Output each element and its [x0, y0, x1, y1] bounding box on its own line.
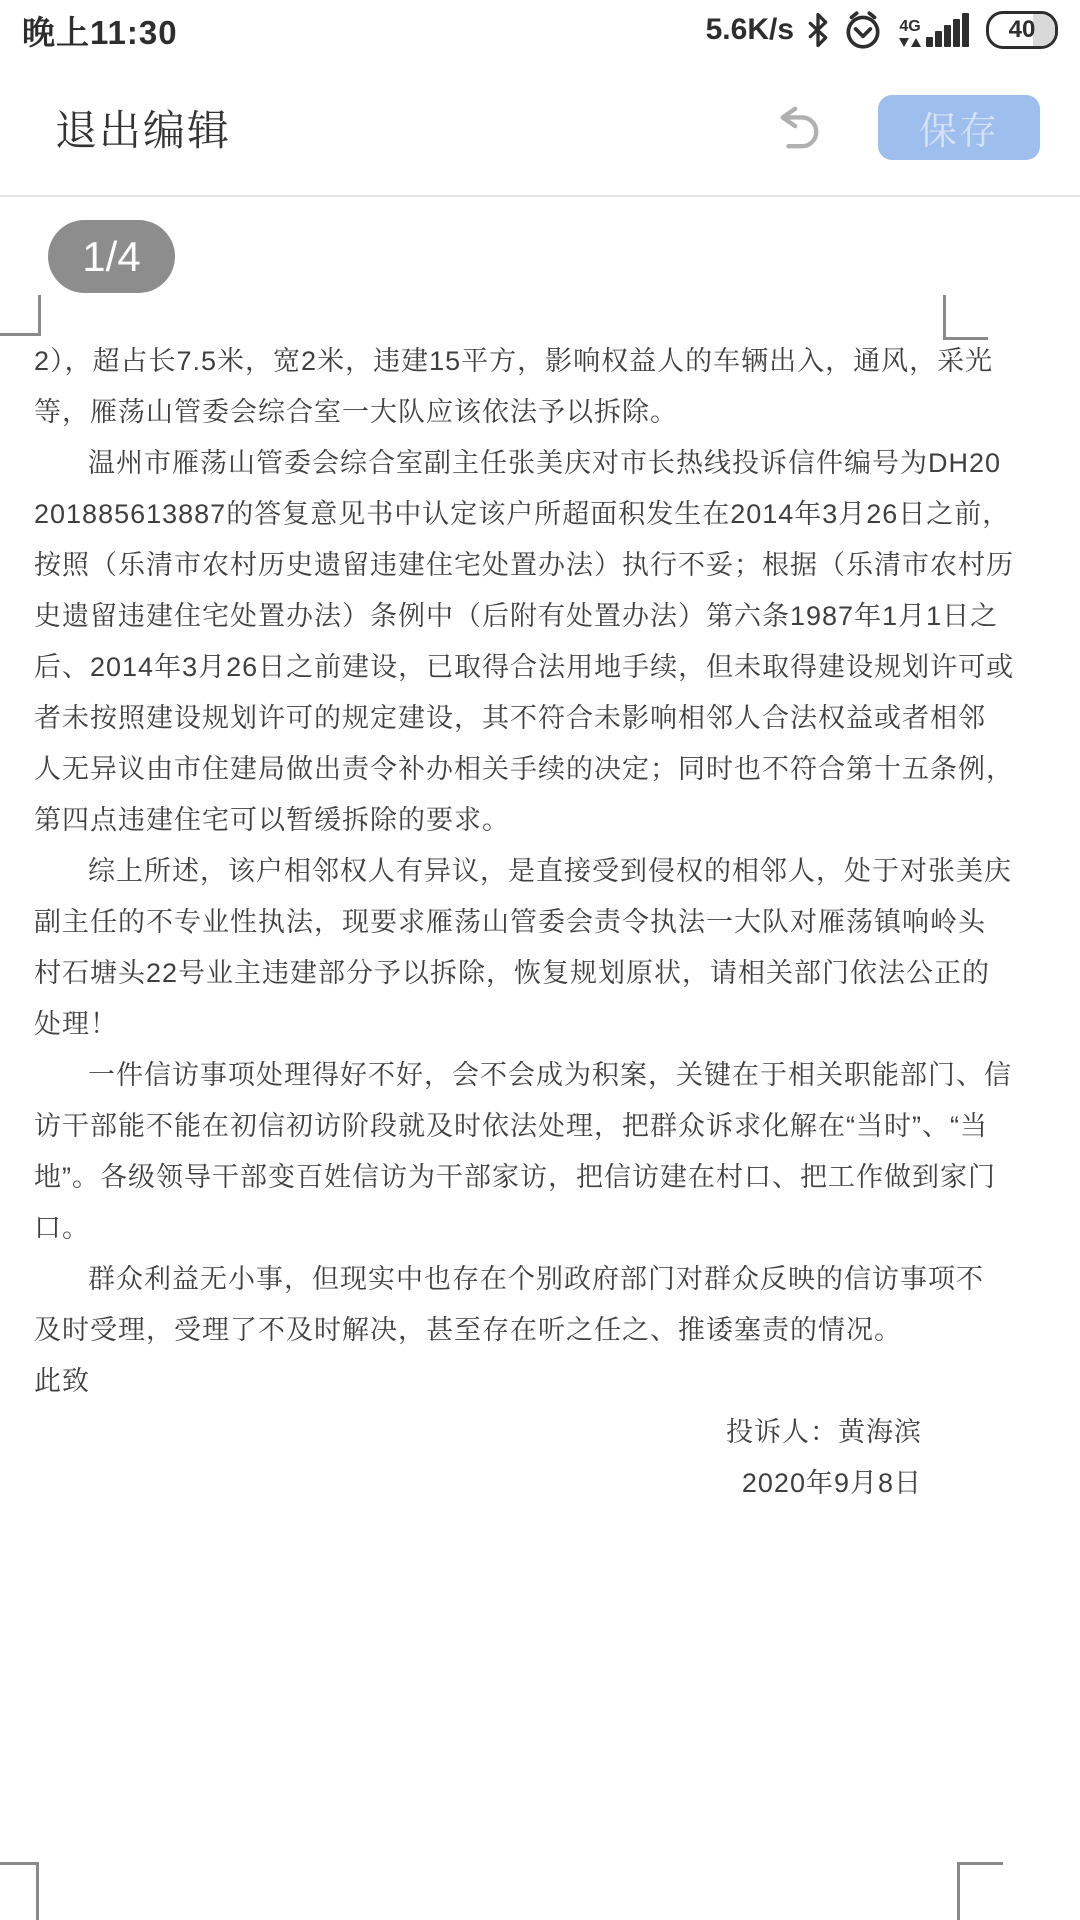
status-bar [0, 0, 1080, 60]
doc-line: 后、2014年3月26日之前建设，已取得合法用地手续，但未取得建设规划许可或 [34, 652, 1015, 682]
doc-line: 投诉人：黄海滨 [726, 1417, 922, 1447]
undo-icon[interactable] [770, 105, 826, 151]
page-corner-mark-bottom-left [0, 1862, 39, 1920]
doc-line: 温州市雁荡山管委会综合室副主任张美庆对市长热线投诉信件编号为DH20 [88, 448, 1002, 478]
document-page[interactable] [34, 336, 1015, 1509]
doc-line: 按照（乐清市农村历史遗留违建住宅处置办法）执行不妥；根据（乐清市农村历 [34, 550, 1014, 580]
doc-line: 第四点违建住宅可以暂缓拆除的要求。 [34, 805, 510, 835]
clock-time: 晚上11:30 [22, 13, 178, 51]
doc-line: 处理！ [34, 1009, 118, 1039]
app-header [0, 60, 1080, 197]
doc-line: 综上所述，该户相邻权人有异议，是直接受到侵权的相邻人，处于对张美庆 [88, 856, 1012, 886]
doc-line: 一件信访事项处理得好不好，会不会成为积案，关键在于相关职能部门、信 [88, 1060, 1012, 1090]
page-corner-mark-bottom-right [957, 1862, 1003, 1920]
status-icons-cluster [706, 9, 1058, 51]
battery-level: 40 [1008, 16, 1036, 43]
save-button[interactable]: 保存 [878, 95, 1040, 160]
page-corner-mark-top-right [943, 295, 988, 340]
cellular-signal-icon [897, 13, 969, 47]
signal-bars-icon [926, 13, 969, 47]
doc-line: 等，雁荡山管委会综合室一大队应该依法予以拆除。 [34, 397, 678, 427]
alarm-clock-icon [842, 9, 884, 51]
page-corner-mark-top-left [0, 295, 41, 336]
doc-line: 访干部能不能在初信初访阶段就及时依法处理，把群众诉求化解在“当时”、“当 [34, 1111, 988, 1141]
doc-line: 口。 [34, 1213, 90, 1243]
doc-line: 副主任的不专业性执法，现要求雁荡山管委会责令执法一大队对雁荡镇响岭头 [34, 907, 986, 937]
network-type-label: 4G [899, 18, 921, 35]
network-speed: 5.6K/s [705, 13, 794, 46]
doc-line: 群众利益无小事，但现实中也存在个别政府部门对群众反映的信访事项不 [88, 1264, 984, 1294]
battery-icon [986, 11, 1058, 49]
bluetooth-icon [807, 12, 829, 48]
battery-fill [1033, 14, 1055, 46]
doc-line: 及时受理，受理了不及时解决，甚至存在听之任之、推诿塞责的情况。 [34, 1315, 902, 1345]
doc-line: 村石塘头22号业主违建部分予以拆除，恢复规划原状，请相关部门依法公正的 [34, 958, 991, 988]
page-indicator-badge: 1/4 [48, 220, 175, 293]
exit-edit-button[interactable]: 退出编辑 [55, 106, 232, 154]
doc-line: 地”。各级领导干部变百姓信访为干部家访，把信访建在村口、把工作做到家门 [34, 1162, 996, 1192]
doc-line: 史遗留违建住宅处置办法）条例中（后附有处置办法）第六条1987年1月1日之 [34, 601, 999, 631]
doc-line: 人无异议由市住建局做出责令补办相关手续的决定；同时也不符合第十五条例， [34, 754, 1014, 784]
doc-line: 者未按照建设规划许可的规定建设，其不符合未影响相邻人合法权益或者相邻 [34, 703, 986, 733]
doc-line: 201885613887的答复意见书中认定该户所超面积发生在2014年3月26日之前， [34, 499, 1011, 529]
doc-line: 2020年9月8日 [741, 1468, 922, 1498]
data-arrows-icon [899, 38, 921, 47]
doc-line: 2），超占长7.5米，宽2米，违建15平方，影响权益人的车辆出入，通风，采光 [34, 346, 994, 376]
doc-line: 此致 [34, 1366, 90, 1396]
